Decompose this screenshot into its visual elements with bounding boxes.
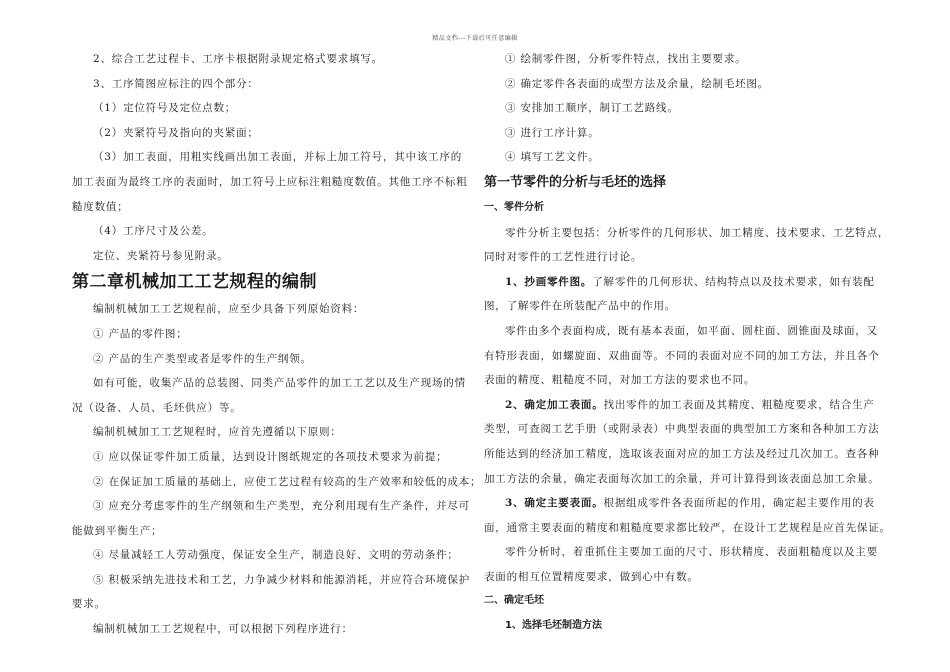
paragraph-line: 编制机械加工工艺规程前，应至少具备下列原始资料： <box>93 303 365 316</box>
list-item: ② 产品的生产类型或者是零件的生产纲领。 <box>93 352 312 365</box>
paragraph-line: （3）加工表面，用粗实线画出加工表面，并标上加工符号，其中该工序的 <box>93 151 463 164</box>
paragraph-line: 图，了解零件在所装配产品中的作用。 <box>484 300 677 313</box>
paragraph-line: （4）工序尺寸及公差。 <box>93 225 214 238</box>
chapter-title: 第二章机械加工工艺规程的编制 <box>72 272 317 293</box>
paragraph-line: 编制机械加工工艺规程时，应首先遵循以下原则： <box>93 426 342 439</box>
paragraph-line: 类型，可查阅工艺手册（或附录表）中典型表面的典型加工方案和各种加工方法 <box>484 423 880 436</box>
paragraph-line: 所能达到的经济加工精度，选取该表面对应的加工方法及经过几次加工。查各种 <box>484 447 880 460</box>
paragraph-line: 表面的相互位置精度要求，做到心中有数。 <box>484 570 699 583</box>
paragraph-lead: 3、确定主要表面。 <box>505 497 604 510</box>
paragraph-line: 同时对零件的工艺性进行讨论。 <box>484 251 643 264</box>
list-item: ① 应以保证零件加工质量，达到设计图纸规定的各项技术要求为前提； <box>93 450 448 463</box>
paragraph-lead: 1、抄画零件图。 <box>505 275 593 288</box>
paragraph-line: 要求。 <box>72 598 106 611</box>
paragraph-line: 编制机械加工工艺规程中，可以根据下列程序进行： <box>93 623 353 636</box>
paragraph-text: 根据组成零件各表面所起的作用，确定起主要作用的表 <box>603 497 875 510</box>
section-title: 第一节零件的分析与毛坯的选择 <box>484 174 667 190</box>
paragraph-line: 定位、夹紧符号参见附录。 <box>93 249 229 262</box>
paragraph-line: 零件由多个表面构成，既有基本表面，如平面、圆柱面、圆锥面及球面，又 <box>505 324 878 337</box>
paragraph-text: 了解零件的几何形状、结构特点以及技术要求，如有装配 <box>592 275 875 288</box>
list-item: ② 确定零件各表面的成型方法及余量，绘制毛坯图。 <box>505 77 770 90</box>
paragraph-line: （1）定位符号及定位点数； <box>93 102 237 115</box>
list-item: ③ 进行工序计算。 <box>505 126 600 139</box>
paragraph-lead: 2、确定加工表面。 <box>505 398 604 411</box>
paragraph-line <box>484 270 882 295</box>
paragraph-line: 零件分析时，着重抓住主要加工面的尺寸、形状精度、表面粗糙度以及主要 <box>505 546 878 559</box>
paragraph-line: 面，通常主要表面的精度和粗糙度要求都比较严，在设计工艺规程是应首先保证。 <box>484 521 891 534</box>
list-item: ③ 应充分考虑零件的生产纲领和生产类型，充分利用现有生产条件，并尽可 <box>93 500 471 513</box>
list-item: ① 产品的零件图； <box>93 327 188 340</box>
paragraph-line <box>484 491 882 516</box>
subsection-heading: 二、确定毛坯 <box>484 595 544 607</box>
list-item: ② 在保证加工质量的基础上，应使工艺过程有较高的生产效率和较低的成本； <box>93 475 482 488</box>
paragraph-line: （2）夹紧符号及指向的夹紧面； <box>93 126 259 139</box>
list-item: ① 绘制零件图，分析零件特点，找出主要要求。 <box>505 53 747 65</box>
paragraph-line: 加工方法的余量，确定表面每次加工的余量，并可计算得到该表面总加工余量。 <box>484 472 880 485</box>
right-column <box>484 47 891 639</box>
page-header-note: 精品文档---下载后可任意编辑 <box>432 35 518 42</box>
left-column <box>72 47 482 642</box>
list-item: ④ 填写工艺文件。 <box>505 151 600 164</box>
paragraph-line: 加工表面为最终工序的表面时，加工符号上应标注粗糙度数值。其他工序不标粗 <box>72 175 468 188</box>
paragraph-line: 3、工序简图应标注的四个部分： <box>93 77 259 90</box>
list-item: ④ 尽量减轻工人劳动强度，保证安全生产，制造良好、文明的劳动条件； <box>93 549 459 562</box>
paragraph-line: 零件分析主要包括：分析零件的几何形状、加工精度、技术要求、工艺特点， <box>505 226 890 239</box>
subsection-heading: 1、选择毛坯制造方法 <box>505 620 602 632</box>
paragraph-line: 况（设备、人员、毛坯供应）等。 <box>72 401 242 414</box>
subsection-heading: 一、零件分析 <box>484 201 544 213</box>
paragraph-line: 2、综合工艺过程卡、工序卡根据附录规定格式要求填写。 <box>93 53 383 65</box>
paragraph-line: 能做到平衡生产； <box>72 524 163 537</box>
paragraph-line: 如有可能，收集产品的总装图、同类产品零件的加工工艺以及生产现场的情 <box>93 377 466 390</box>
paragraph-line: 有特形表面，如螺旋面、双曲面等。不同的表面对应不同的加工方法，并且各个 <box>484 349 880 362</box>
paragraph-line: 糙度数值； <box>72 200 129 213</box>
paragraph-line: 表面的精度、粗糙度不同，对加工方法的要求也不同。 <box>484 374 756 387</box>
paragraph-line <box>484 393 882 418</box>
paragraph-text: 找出零件的加工表面及其精度、粗糙度要求，结合生产 <box>603 398 875 411</box>
list-item: ③ 安排加工顺序，制订工艺路线。 <box>505 102 679 115</box>
list-item: ⑤ 积极采纳先进技术和工艺，力争减少材料和能源消耗，并应符合环境保护 <box>93 573 471 586</box>
